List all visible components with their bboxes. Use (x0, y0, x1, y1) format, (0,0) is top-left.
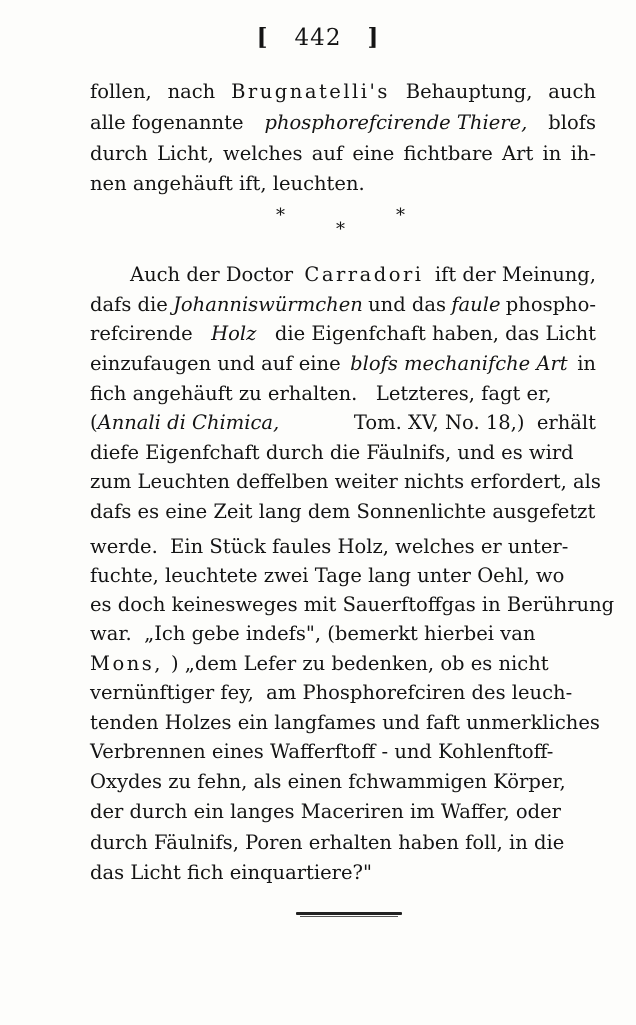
text-line (90, 411, 596, 435)
italic-term: phosphorefcirende Thiere, (264, 111, 528, 134)
text-line (90, 142, 596, 166)
word: Licht, (157, 142, 214, 165)
word: fichtbare (403, 142, 493, 165)
paren-open: ( (90, 411, 98, 434)
text-line (90, 322, 596, 346)
end-rule (296, 912, 402, 915)
text-line (90, 564, 596, 588)
author-name: Carradori (304, 263, 424, 286)
text-line (90, 500, 596, 524)
word: ih- (570, 142, 596, 165)
text-span: es doch keinesweges mit Sauerftoffgas in Berührung (90, 593, 615, 616)
text-span: Auch der Doctor (130, 263, 294, 286)
text-span: ift der Meinung, (434, 263, 596, 286)
text-line (90, 861, 596, 885)
word: auch (548, 80, 596, 103)
text-span: vernünftiger fey, am Phosphorefciren des leuch- (90, 681, 573, 704)
text-line (90, 622, 596, 646)
page-number: 442 (294, 25, 342, 51)
text-span: Tom. XV, No. 18,) erhält (353, 411, 596, 434)
text-span: Oxydes zu fehn, als einen fchwammigen Körper, (90, 770, 566, 793)
text-line (90, 470, 601, 494)
text-line (90, 80, 596, 104)
text-span: durch Fäulnifs, Poren erhalten haben foll, in die (90, 831, 565, 854)
text-span: ) „dem Lefer zu bedenken, ob es nicht (170, 652, 549, 675)
word: Behauptung, (405, 80, 533, 103)
bracket-close: ] (367, 24, 380, 51)
text-line (90, 111, 596, 135)
word: durch (90, 142, 148, 165)
bracket-open: [ (256, 24, 269, 51)
word: auf (311, 142, 344, 165)
text-span: zum Leuchten deffelben weiter nichts erfordert, als (90, 470, 601, 493)
text-span: tenden Holzes ein langfames und faft unmerkliches (90, 711, 600, 734)
name-group (90, 652, 557, 676)
word: in (542, 142, 562, 165)
journal-title: Annali di Chimica, (97, 411, 280, 434)
text-span: diefe Eigenfchaft durch die Fäulnifs, und es wird (90, 441, 574, 464)
page-header (0, 24, 636, 51)
text-span: das Licht fich einquartiere?" (90, 861, 372, 884)
text-line (90, 652, 596, 676)
author-name: Mons, (90, 652, 163, 675)
text-line (90, 711, 600, 735)
text-span: alle fogenannte (90, 111, 244, 134)
word: follen, (90, 80, 152, 103)
italic-term: blofs mechanifche Art (350, 352, 568, 375)
text-line (90, 740, 596, 764)
word: welches (223, 142, 303, 165)
text-span: und das (368, 293, 447, 316)
text-line (90, 770, 596, 794)
text-line (90, 382, 596, 406)
star-left: * (276, 205, 285, 226)
text-span: einzufaugen und auf eine (90, 352, 341, 375)
italic-term: Johanniswürmchen (173, 293, 363, 316)
text-span: nen angehäuft ift, leuchten. (90, 172, 365, 195)
star-center: * (336, 219, 345, 240)
citation-group (90, 411, 279, 435)
text-line (130, 263, 596, 287)
text-line (90, 535, 596, 559)
text-span: der durch ein langes Maceriren im Waffer, oder (90, 800, 561, 823)
text-line (90, 831, 596, 855)
italic-term: Holz (211, 322, 257, 345)
text-span: werde. Ein Stück faules Holz, welches er unter- (90, 535, 569, 558)
text-span: phospho- (505, 293, 596, 316)
text-line (90, 681, 596, 705)
text-span: fuchte, leuchtete zwei Tage lang unter Oehl, wo (90, 564, 565, 587)
text-line (90, 441, 596, 465)
text-span: war. „Ich gebe indefs", (bemerkt hierbei van (90, 622, 536, 645)
text-line (90, 593, 615, 617)
word: eine (352, 142, 395, 165)
section-separator (0, 205, 636, 245)
text-span: refcirende (90, 322, 193, 345)
text-span: dafs es eine Zeit lang dem Sonnenlichte ausgefetzt (90, 500, 596, 523)
text-span: die Eigenfchaft haben, das Licht (274, 322, 596, 345)
text-line (90, 172, 596, 196)
italic-term: faule (451, 293, 501, 316)
text-span: Verbrennen eines Wafferftoff - und Kohlenftoff- (90, 740, 554, 763)
word: Art (502, 142, 534, 165)
word: nach (167, 80, 216, 103)
text-line (90, 800, 596, 824)
author-name: Brugnatelli's (231, 80, 390, 103)
text-line (90, 293, 596, 317)
end-rule-thin (300, 916, 398, 917)
text-span: dafs die (90, 293, 168, 316)
text-line (90, 352, 596, 376)
star-right: * (396, 205, 405, 226)
text-span: blofs (548, 111, 596, 134)
text-span: in (577, 352, 596, 375)
text-span: fich angehäuft zu erhalten. Letzteres, fagt er, (90, 382, 552, 405)
